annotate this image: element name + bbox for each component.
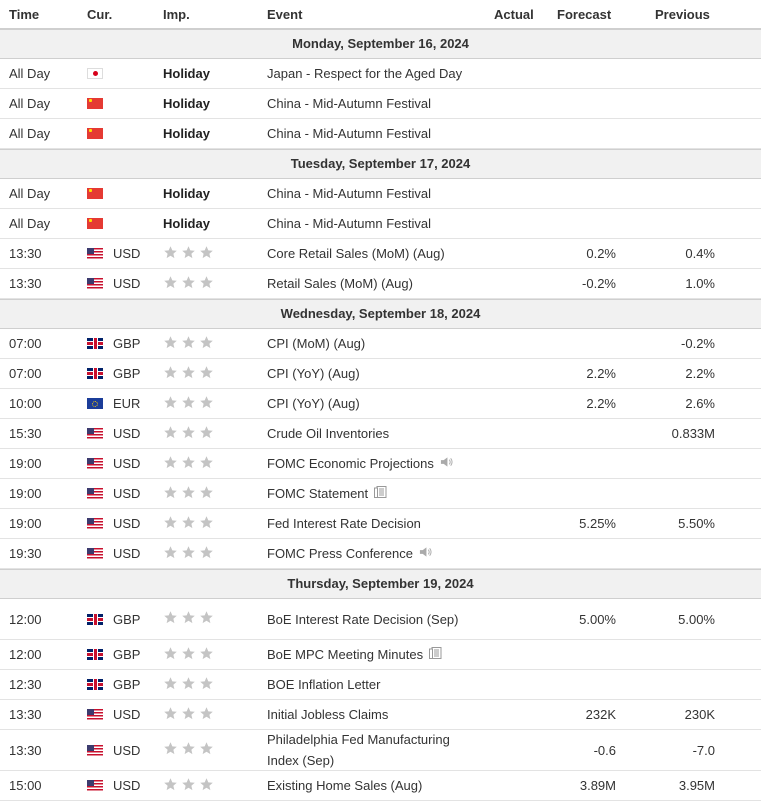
event-time: 15:30 [9, 426, 42, 441]
event-name[interactable]: Initial Jobless Claims [267, 707, 389, 722]
flag-cn-icon [87, 218, 103, 229]
event-wrap [267, 243, 445, 264]
event-time: 12:00 [9, 647, 42, 662]
event-row[interactable] [0, 89, 761, 119]
event-cell [267, 670, 482, 699]
flag-cell [87, 89, 103, 118]
flag-cell [87, 670, 103, 699]
document-icon[interactable] [429, 647, 442, 659]
flag-gb-icon [87, 368, 103, 379]
importance-stars [163, 419, 214, 448]
event-wrap [267, 123, 431, 144]
event-cell [267, 179, 482, 208]
event-cell [267, 119, 482, 148]
event-currency: USD [113, 742, 141, 758]
event-wrap [267, 93, 431, 114]
star-icon [181, 425, 196, 443]
calendar-body [0, 29, 761, 801]
event-cell [267, 59, 482, 88]
event-wrap [267, 363, 360, 384]
star-icon [163, 706, 178, 724]
event-cell [267, 640, 482, 669]
event-forecast: 5.25% [579, 516, 616, 531]
event-cell [267, 389, 482, 418]
event-currency: USD [113, 707, 141, 722]
event-row[interactable] [0, 700, 761, 730]
star-icon [199, 275, 214, 293]
event-row[interactable] [0, 329, 761, 359]
event-row[interactable] [0, 239, 761, 269]
event-name[interactable]: Existing Home Sales (Aug) [267, 778, 423, 793]
star-icon [181, 395, 196, 413]
star-icon [163, 335, 178, 353]
importance-stars [163, 700, 214, 729]
flag-us-icon [87, 745, 103, 756]
star-icon [163, 610, 178, 628]
importance-label: Holiday [163, 66, 210, 81]
star-icon [199, 777, 214, 795]
star-icon [163, 741, 178, 759]
event-cell [267, 599, 482, 639]
star-icon [199, 365, 214, 383]
star-icon [199, 610, 214, 628]
event-time: 13:30 [9, 276, 42, 291]
event-name[interactable]: FOMC Statement [267, 486, 369, 501]
event-wrap [267, 543, 432, 564]
event-previous: 0.833M [671, 426, 715, 441]
event-previous: 5.00% [678, 611, 715, 627]
importance-stars [163, 359, 214, 388]
event-wrap [267, 644, 442, 665]
star-icon [181, 545, 196, 563]
day-header: Tuesday, September 17, 2024 [0, 149, 761, 179]
event-name[interactable]: BoE Interest Rate Decision (Sep) [267, 611, 459, 627]
importance-stars [163, 329, 214, 358]
star-icon [199, 245, 214, 263]
star-icon [181, 485, 196, 503]
header-importance[interactable]: Imp. [163, 7, 190, 22]
flag-cell [87, 640, 103, 669]
event-previous: 1.0% [685, 276, 715, 291]
header-previous[interactable]: Previous [655, 7, 710, 22]
flag-cell [87, 730, 103, 770]
flag-cell [87, 269, 103, 298]
flag-cell [87, 209, 103, 238]
event-wrap [267, 775, 422, 796]
flag-us-icon [87, 278, 103, 289]
importance-stars [163, 239, 214, 268]
event-cell [267, 209, 482, 238]
event-forecast: 3.89M [579, 778, 616, 793]
star-icon [181, 741, 196, 759]
star-icon [163, 245, 178, 263]
importance-stars [163, 269, 214, 298]
star-icon [199, 425, 214, 443]
event-time: 10:00 [9, 396, 42, 411]
event-row[interactable] [0, 209, 761, 239]
event-forecast: 2.2% [586, 366, 616, 381]
event-previous: -7.0 [692, 742, 715, 758]
flag-cn-icon [87, 188, 103, 199]
event-row[interactable] [0, 730, 761, 771]
event-wrap [267, 609, 458, 630]
importance-stars [163, 509, 214, 538]
event-currency: USD [113, 516, 141, 531]
star-icon [181, 706, 196, 724]
event-cell [267, 269, 482, 298]
star-icon [181, 455, 196, 473]
event-time: 13:30 [9, 246, 42, 261]
day-header: Monday, September 16, 2024 [0, 29, 761, 59]
event-wrap [267, 729, 482, 771]
event-cell [267, 700, 482, 729]
importance-label: Holiday [163, 216, 210, 231]
event-cell [267, 449, 482, 478]
event-forecast: 5.00% [579, 611, 616, 627]
event-currency: GBP [113, 647, 141, 662]
flag-us-icon [87, 248, 103, 259]
star-icon [163, 275, 178, 293]
star-icon [199, 676, 214, 694]
event-time: 19:00 [9, 456, 42, 471]
star-icon [181, 676, 196, 694]
star-icon [181, 335, 196, 353]
star-icon [199, 545, 214, 563]
event-row[interactable] [0, 59, 761, 89]
event-forecast: -0.2% [582, 276, 616, 291]
header-time[interactable]: Time [9, 7, 40, 22]
flag-cell [87, 771, 103, 800]
star-icon [163, 365, 178, 383]
flag-cell [87, 509, 103, 538]
event-name[interactable]: China - Mid-Autumn Festival [267, 126, 431, 141]
flag-us-icon [87, 709, 103, 720]
star-icon [199, 395, 214, 413]
flag-us-icon [87, 548, 103, 559]
event-currency: GBP [113, 611, 141, 627]
event-wrap [267, 513, 421, 534]
event-cell [267, 239, 482, 268]
event-cell [267, 419, 482, 448]
event-wrap [267, 183, 431, 204]
flag-us-icon [87, 780, 103, 791]
event-wrap [267, 674, 380, 695]
event-time: 19:00 [9, 486, 42, 501]
importance-stars [163, 771, 214, 800]
star-icon [181, 245, 196, 263]
document-icon[interactable] [374, 486, 387, 498]
importance-stars [163, 389, 214, 418]
event-cell [267, 359, 482, 388]
event-name[interactable]: China - Mid-Autumn Festival [267, 186, 431, 201]
event-time: 13:30 [9, 707, 42, 722]
event-currency: USD [113, 246, 141, 261]
importance-stars [163, 640, 214, 669]
event-currency: GBP [113, 366, 141, 381]
star-icon [163, 395, 178, 413]
event-row[interactable] [0, 269, 761, 299]
event-row[interactable] [0, 179, 761, 209]
event-name[interactable]: CPI (MoM) (Aug) [267, 336, 366, 351]
importance-stars [163, 599, 214, 639]
event-name[interactable]: FOMC Press Conference [267, 546, 413, 561]
event-time: All Day [9, 66, 51, 81]
event-currency: USD [113, 486, 141, 501]
flag-cell [87, 449, 103, 478]
importance-stars [163, 449, 214, 478]
event-name[interactable]: Core Retail Sales (MoM) (Aug) [267, 246, 445, 261]
flag-gb-icon [87, 679, 103, 690]
event-time: 12:30 [9, 677, 42, 692]
event-name[interactable]: BOE Inflation Letter [267, 677, 381, 692]
star-icon [199, 335, 214, 353]
event-wrap [267, 213, 431, 234]
speaker-icon[interactable] [440, 456, 453, 468]
star-icon [163, 676, 178, 694]
event-currency: GBP [113, 336, 141, 351]
event-currency: USD [113, 276, 141, 291]
event-wrap [267, 63, 462, 84]
flag-cell [87, 59, 103, 88]
flag-cell [87, 329, 103, 358]
star-icon [163, 545, 178, 563]
flag-us-icon [87, 488, 103, 499]
event-row[interactable] [0, 599, 761, 640]
event-currency: GBP [113, 677, 141, 692]
event-time: 07:00 [9, 366, 42, 381]
event-row[interactable] [0, 479, 761, 509]
event-wrap [267, 393, 360, 414]
star-icon [199, 646, 214, 664]
event-time: All Day [9, 216, 51, 231]
event-currency: USD [113, 426, 141, 441]
event-wrap [267, 704, 388, 725]
star-icon [163, 515, 178, 533]
event-cell [267, 329, 482, 358]
star-icon [163, 646, 178, 664]
event-time: 15:00 [9, 778, 42, 793]
table-header [0, 0, 761, 29]
star-icon [181, 365, 196, 383]
event-row[interactable] [0, 771, 761, 801]
flag-cell [87, 389, 103, 418]
star-icon [199, 515, 214, 533]
star-icon [163, 485, 178, 503]
flag-cn-icon [87, 98, 103, 109]
event-cell [267, 479, 482, 508]
star-icon [199, 455, 214, 473]
event-name[interactable]: FOMC Economic Projections [267, 456, 434, 471]
importance-stars [163, 730, 214, 770]
event-time: All Day [9, 96, 51, 111]
event-row[interactable] [0, 539, 761, 569]
event-name[interactable]: Crude Oil Inventories [267, 426, 390, 441]
event-cell [267, 539, 482, 568]
flag-gb-icon [87, 614, 103, 625]
star-icon [181, 646, 196, 664]
event-name[interactable]: Fed Interest Rate Decision [267, 516, 421, 531]
event-name[interactable]: China - Mid-Autumn Festival [267, 216, 431, 231]
flag-cell [87, 179, 103, 208]
event-previous: 0.4% [685, 246, 715, 261]
star-icon [181, 610, 196, 628]
event-name[interactable]: BoE MPC Meeting Minutes [267, 647, 424, 662]
event-time: 19:30 [9, 546, 42, 561]
star-icon [181, 515, 196, 533]
star-icon [163, 777, 178, 795]
event-previous: 2.6% [685, 396, 715, 411]
event-row[interactable] [0, 359, 761, 389]
star-icon [181, 777, 196, 795]
event-previous: 3.95M [678, 778, 715, 793]
flag-cn-icon [87, 128, 103, 139]
event-time: All Day [9, 126, 51, 141]
flag-jp-icon [87, 68, 103, 79]
flag-gb-icon [87, 649, 103, 660]
header-forecast[interactable]: Forecast [557, 7, 612, 22]
event-name[interactable]: China - Mid-Autumn Festival [267, 96, 431, 111]
flag-cell [87, 119, 103, 148]
event-wrap [267, 333, 365, 354]
flag-cell [87, 479, 103, 508]
header-actual[interactable]: Actual [494, 7, 534, 22]
event-row[interactable] [0, 119, 761, 149]
event-time: 12:00 [9, 611, 42, 627]
event-time: 13:30 [9, 742, 42, 758]
event-wrap [267, 423, 389, 444]
event-previous: -0.2% [681, 336, 715, 351]
event-wrap [267, 453, 453, 474]
event-cell [267, 89, 482, 118]
event-time: 07:00 [9, 336, 42, 351]
importance-stars [163, 539, 214, 568]
flag-cell [87, 359, 103, 388]
flag-cell [87, 539, 103, 568]
star-icon [199, 706, 214, 724]
event-currency: EUR [113, 396, 141, 411]
flag-cell [87, 419, 103, 448]
event-cell [267, 771, 482, 800]
day-header: Wednesday, September 18, 2024 [0, 299, 761, 329]
event-forecast: 0.2% [586, 246, 616, 261]
event-time: All Day [9, 186, 51, 201]
event-name[interactable]: Retail Sales (MoM) (Aug) [267, 276, 413, 291]
header-event[interactable]: Event [267, 7, 303, 22]
day-header: Thursday, September 19, 2024 [0, 569, 761, 599]
flag-cell [87, 700, 103, 729]
event-forecast: -0.6 [593, 742, 616, 758]
flag-gb-icon [87, 338, 103, 349]
event-cell [267, 509, 482, 538]
flag-us-icon [87, 428, 103, 439]
event-row[interactable] [0, 640, 761, 670]
event-previous: 5.50% [678, 516, 715, 531]
star-icon [163, 425, 178, 443]
importance-label: Holiday [163, 96, 210, 111]
event-cell [267, 730, 482, 770]
event-time: 19:00 [9, 516, 42, 531]
event-name[interactable]: CPI (YoY) (Aug) [267, 366, 360, 381]
importance-label: Holiday [163, 186, 210, 201]
event-row[interactable] [0, 509, 761, 539]
importance-stars [163, 670, 214, 699]
flag-eu-icon [87, 398, 103, 409]
star-icon [199, 741, 214, 759]
event-previous: 230K [684, 707, 715, 722]
event-name[interactable]: CPI (YoY) (Aug) [267, 396, 360, 411]
flag-us-icon [87, 458, 103, 469]
event-row[interactable] [0, 419, 761, 449]
star-icon [181, 275, 196, 293]
event-name[interactable]: Philadelphia Fed Manufacturing Index (Sep) [267, 732, 450, 768]
star-icon [163, 455, 178, 473]
flag-cell [87, 239, 103, 268]
event-row[interactable] [0, 670, 761, 700]
header-currency[interactable]: Cur. [87, 7, 113, 22]
speaker-icon[interactable] [419, 546, 432, 558]
event-wrap [267, 273, 413, 294]
event-name[interactable]: Japan - Respect for the Aged Day [267, 66, 463, 81]
flag-cell [87, 599, 103, 639]
flag-us-icon [87, 518, 103, 529]
event-previous: 2.2% [685, 366, 715, 381]
importance-label: Holiday [163, 126, 210, 141]
event-currency: USD [113, 778, 141, 793]
event-forecast: 232K [585, 707, 616, 722]
star-icon [199, 485, 214, 503]
event-row[interactable] [0, 449, 761, 479]
importance-stars [163, 479, 214, 508]
event-currency: USD [113, 546, 141, 561]
event-wrap [267, 483, 387, 504]
event-currency: USD [113, 456, 141, 471]
event-forecast: 2.2% [586, 396, 616, 411]
event-row[interactable] [0, 389, 761, 419]
